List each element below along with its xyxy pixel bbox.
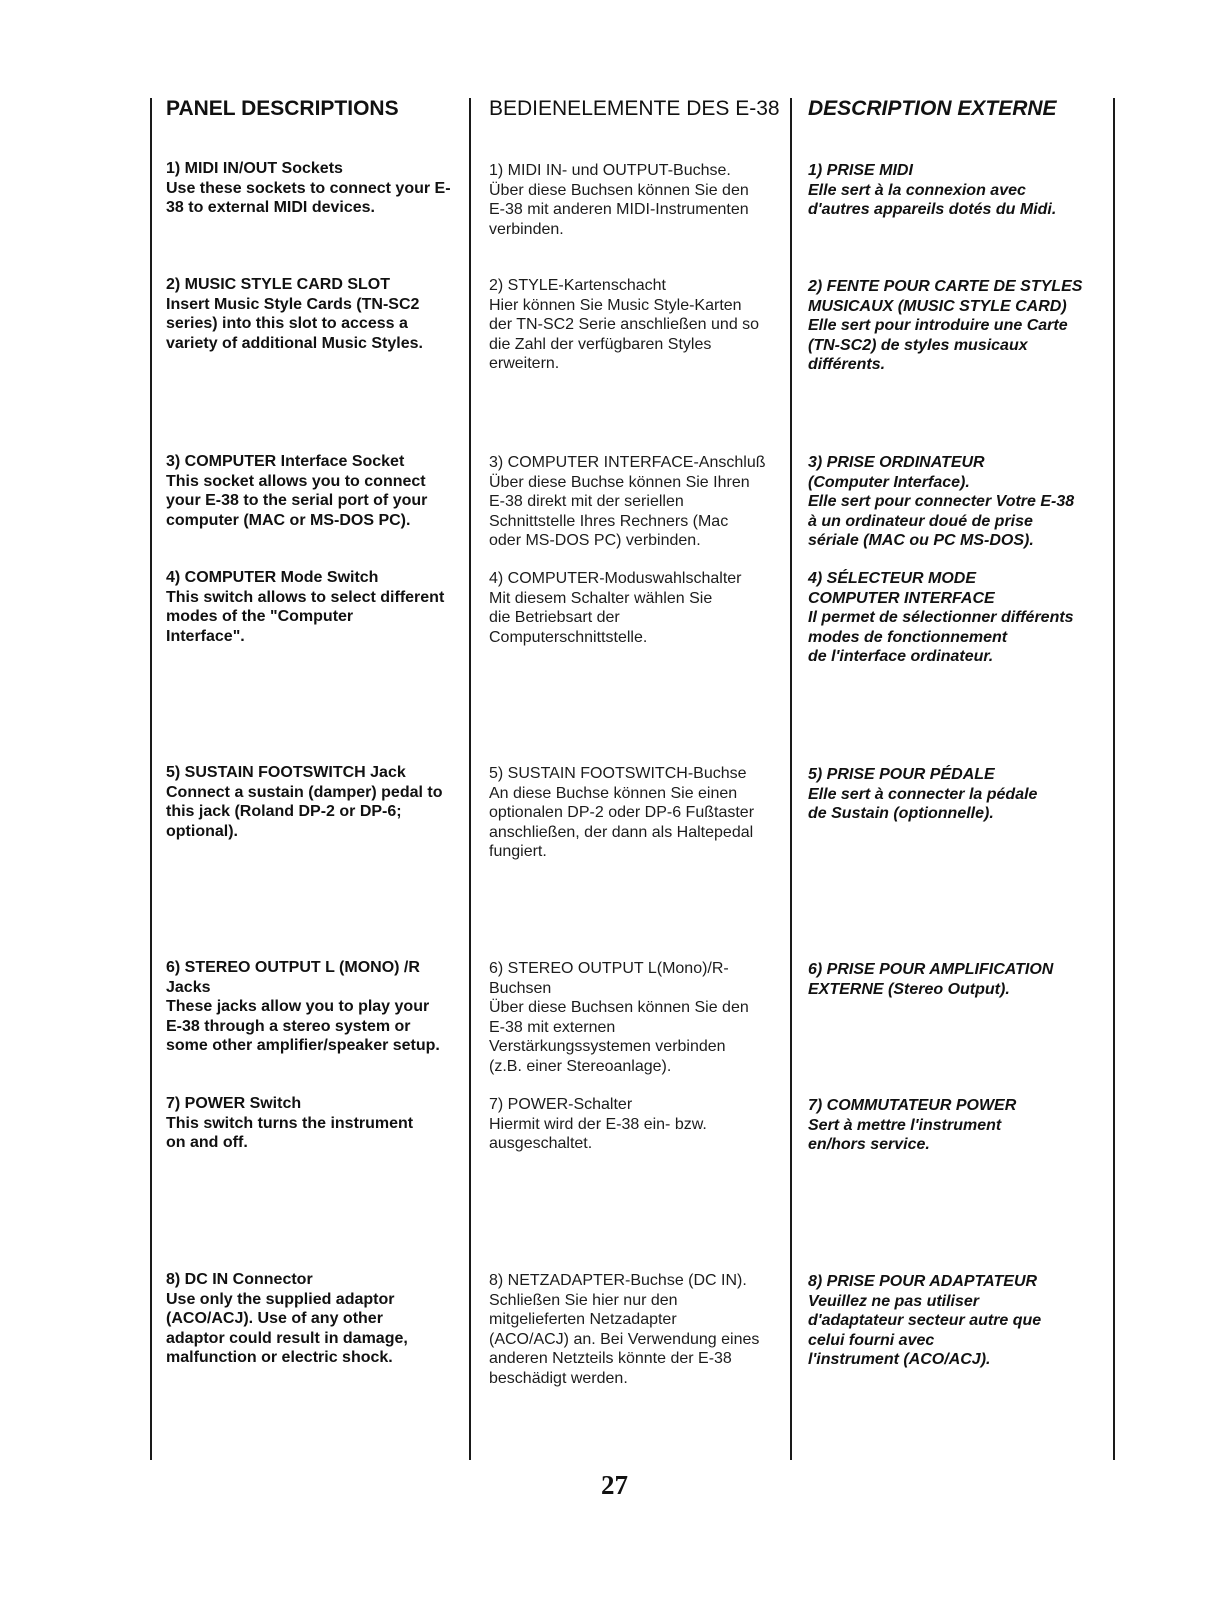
french-item-4 xyxy=(808,569,1074,667)
item-text: Elle sert à connecter la pédale de Sustain (optionnelle). xyxy=(808,785,1038,823)
german-item-7 xyxy=(489,1095,707,1154)
item-title: 1) MIDI IN- und OUTPUT-Buchse. xyxy=(489,162,731,179)
item-text: Use these sockets to connect your E- 38 to external MIDI devices. xyxy=(166,179,451,217)
item-title: 2) FENTE POUR CARTE DE STYLES MUSICAUX (MUSIC STYLE CARD) xyxy=(808,278,1083,315)
item-title: 5) SUSTAIN FOOTSWITCH Jack xyxy=(166,764,406,781)
column-rule-left xyxy=(150,98,152,1460)
item-title: 3) COMPUTER INTERFACE-Anschluß xyxy=(489,454,766,471)
item-title: 8) PRISE POUR ADAPTATEUR xyxy=(808,1273,1038,1290)
french-item-7 xyxy=(808,1096,1016,1155)
german-item-3 xyxy=(489,453,765,551)
german-item-6 xyxy=(489,959,749,1077)
item-title: 4) SÉLECTEUR MODE COMPUTER INTERFACE xyxy=(808,570,995,607)
german-item-8 xyxy=(489,1271,759,1389)
item-title: 6) STEREO OUTPUT L (MONO) /R Jacks xyxy=(166,959,420,996)
item-text: Elle sert pour introduire une Carte (TN-SC2) de styles musicaux différents. xyxy=(808,317,1068,374)
item-text: Über diese Buchsen können Sie den E-38 mit anderen MIDI-Instrumenten verbinden. xyxy=(489,181,749,238)
column-rule-center-right xyxy=(790,98,792,1460)
item-text: Schließen Sie hier nur den mitgelieferten Netzadapter (ACO/ACJ) an. Bei Verwendung eines anderen Netzteils könnte der E-38 beschädigt werden. xyxy=(489,1291,760,1387)
french-item-3 xyxy=(808,453,1074,551)
item-text: Il permet de sélectionner différents modes de fonctionnement de l'interface ordinateur. xyxy=(808,609,1074,666)
item-title: 8) DC IN Connector xyxy=(166,1271,313,1288)
item-text: Über diese Buchse können Sie Ihren E-38 direkt mit der seriellen Schnittstelle Ihres Rechners (Mac oder MS-DOS PC) verbinden. xyxy=(489,473,750,550)
item-text: This socket allows you to connect your E-38 to the serial port of your computer (MAC or MS-DOS PC). xyxy=(166,472,428,529)
french-item-2 xyxy=(808,277,1082,375)
item-text: Elle sert à la connexion avec d'autres appareils dotés du Midi. xyxy=(808,181,1057,219)
item-title: 7) POWER-Schalter xyxy=(489,1096,633,1113)
item-text: An diese Buchse können Sie einen optionalen DP-2 oder DP-6 Fußtaster anschließen, der dann als Haltepedal fungiert. xyxy=(489,784,755,861)
item-title: 6) STEREO OUTPUT L(Mono)/R- Buchsen xyxy=(489,960,729,997)
page-number: 27 xyxy=(601,1470,628,1500)
german-item-2 xyxy=(489,276,759,374)
german-heading: BEDIENELEMENTE DES E-38 xyxy=(489,97,780,120)
item-title: 6) PRISE POUR AMPLIFICATION EXTERNE (Stereo Output). xyxy=(808,961,1054,998)
item-text: Connect a sustain (damper) pedal to this jack (Roland DP-2 or DP-6; optional). xyxy=(166,783,443,840)
german-item-4 xyxy=(489,569,742,647)
column-rule-right xyxy=(1113,98,1115,1460)
item-text: These jacks allow you to play your E-38 through a stereo system or some other amplifier/speaker setup. xyxy=(166,998,440,1055)
english-item-1 xyxy=(166,159,451,218)
column-rule-center-left xyxy=(469,98,471,1460)
item-title: 1) PRISE MIDI xyxy=(808,162,913,179)
item-title: 3) PRISE ORDINATEUR xyxy=(808,454,985,471)
french-heading: DESCRIPTION EXTERNE xyxy=(808,97,1057,120)
item-text: Hiermit wird der E-38 ein- bzw. ausgeschaltet. xyxy=(489,1115,707,1153)
item-text: Use only the supplied adaptor (ACO/ACJ). Use of any other adaptor could result in damage, malfunction or electric shock. xyxy=(166,1290,408,1367)
item-title: 2) STYLE-Kartenschacht xyxy=(489,277,666,294)
item-text: Über diese Buchsen können Sie den E-38 mit externen Verstärkungssystemen verbinden (z.B. einer Stereoanlage). xyxy=(489,999,749,1075)
english-item-6 xyxy=(166,958,440,1056)
french-item-8 xyxy=(808,1272,1041,1370)
item-title: 5) SUSTAIN FOOTSWITCH-Buchse xyxy=(489,765,747,782)
item-title: 7) POWER Switch xyxy=(166,1095,302,1112)
item-text: This switch turns the instrument on and off. xyxy=(166,1114,414,1152)
french-item-6 xyxy=(808,960,1053,999)
item-title: 5) PRISE POUR PÉDALE xyxy=(808,766,995,783)
item-text: Insert Music Style Cards (TN-SC2 series) into this slot to access a variety of additional Music Styles. xyxy=(166,295,423,352)
item-text: Hier können Sie Music Style-Karten der TN-SC2 Serie anschließen und so die Zahl der verfügbaren Styles erweitern. xyxy=(489,296,760,373)
english-item-3 xyxy=(166,452,427,530)
english-item-4 xyxy=(166,568,444,646)
item-title: 1) MIDI IN/OUT Sockets xyxy=(166,160,343,177)
item-text: Veuillez ne pas utiliser d'adaptateur secteur autre que celui fourni avec l'instrument (ACO/ACJ). xyxy=(808,1292,1042,1369)
german-item-5 xyxy=(489,764,754,862)
item-title: 8) NETZADAPTER-Buchse (DC IN). xyxy=(489,1272,747,1289)
english-item-8 xyxy=(166,1270,408,1368)
item-title: 3) COMPUTER Interface Socket xyxy=(166,453,405,470)
french-item-1 xyxy=(808,161,1056,220)
item-title: 4) COMPUTER Mode Switch xyxy=(166,569,379,586)
english-heading: PANEL DESCRIPTIONS xyxy=(166,97,399,120)
item-title: 4) COMPUTER-Moduswahlschalter xyxy=(489,570,742,587)
item-title: 7) COMMUTATEUR POWER xyxy=(808,1097,1017,1114)
french-item-5 xyxy=(808,765,1037,824)
english-item-2 xyxy=(166,275,423,353)
item-title: 2) MUSIC STYLE CARD SLOT xyxy=(166,276,391,293)
item-text: Sert à mettre l'instrument en/hors service. xyxy=(808,1116,1002,1154)
english-item-7 xyxy=(166,1094,413,1153)
item-text: This switch allows to select different modes of the "Computer Interface". xyxy=(166,588,445,645)
item-text: Mit diesem Schalter wählen Sie die Betriebsart der Computerschnittstelle. xyxy=(489,589,713,646)
english-item-5 xyxy=(166,763,442,841)
item-text: (Computer Interface). Elle sert pour connecter Votre E-38 à un ordinateur doué de prise sériale (MAC ou PC MS-DOS). xyxy=(808,473,1075,550)
german-item-1 xyxy=(489,161,749,239)
